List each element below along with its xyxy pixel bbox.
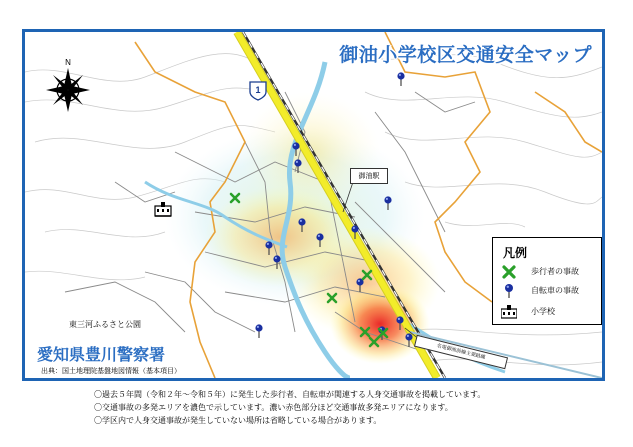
note-line: 〇交通事故の多発エリアを濃色で示しています。濃い赤色部分ほど交通事故多発エリアになります。	[94, 403, 453, 412]
legend-label-school: 小学校	[531, 307, 555, 316]
legend-title: 凡例	[503, 246, 528, 260]
bicycle-accident-pin-icon[interactable]	[397, 72, 404, 86]
school-icon	[501, 304, 517, 320]
road-sign-label: 名電御油前線主要路線	[414, 335, 508, 369]
park-label: 東三河ふるさと公園	[69, 320, 141, 329]
legend-label-bicycle: 自転車の事故	[531, 286, 579, 295]
pedestrian-accident-x-icon	[501, 264, 517, 280]
legend-item-school	[501, 304, 597, 320]
map-legend	[492, 237, 602, 325]
map-notes	[94, 388, 485, 427]
route-number: 1	[255, 85, 261, 95]
bicycle-accident-pin-icon[interactable]	[255, 324, 262, 338]
police-station-label: 愛知県豊川警察署	[37, 345, 166, 364]
route-shield-icon	[250, 82, 266, 100]
legend-label-pedestrian: 歩行者の事故	[531, 267, 579, 276]
map-frame	[22, 29, 605, 381]
map-title: 御油小学校区交通安全マップ	[339, 44, 592, 66]
legend-item-pedestrian	[501, 264, 597, 280]
station-label: 御油駅	[350, 168, 388, 184]
bicycle-accident-pin-icon	[501, 283, 517, 299]
legend-item-bicycle	[501, 283, 597, 299]
compass-north-label: N	[65, 58, 71, 67]
note-line: 〇過去５年間（令和２年～令和５年）に発生した歩行者、自転車が関連する人身交通事故を掲載しています。	[94, 390, 486, 399]
map-source-label: 出典：国土地理院基盤地図情報（基本項目）	[41, 367, 181, 375]
note-line: 〇学区内で人身交通事故が発生していない場所は省略している場合があります。	[94, 416, 382, 425]
